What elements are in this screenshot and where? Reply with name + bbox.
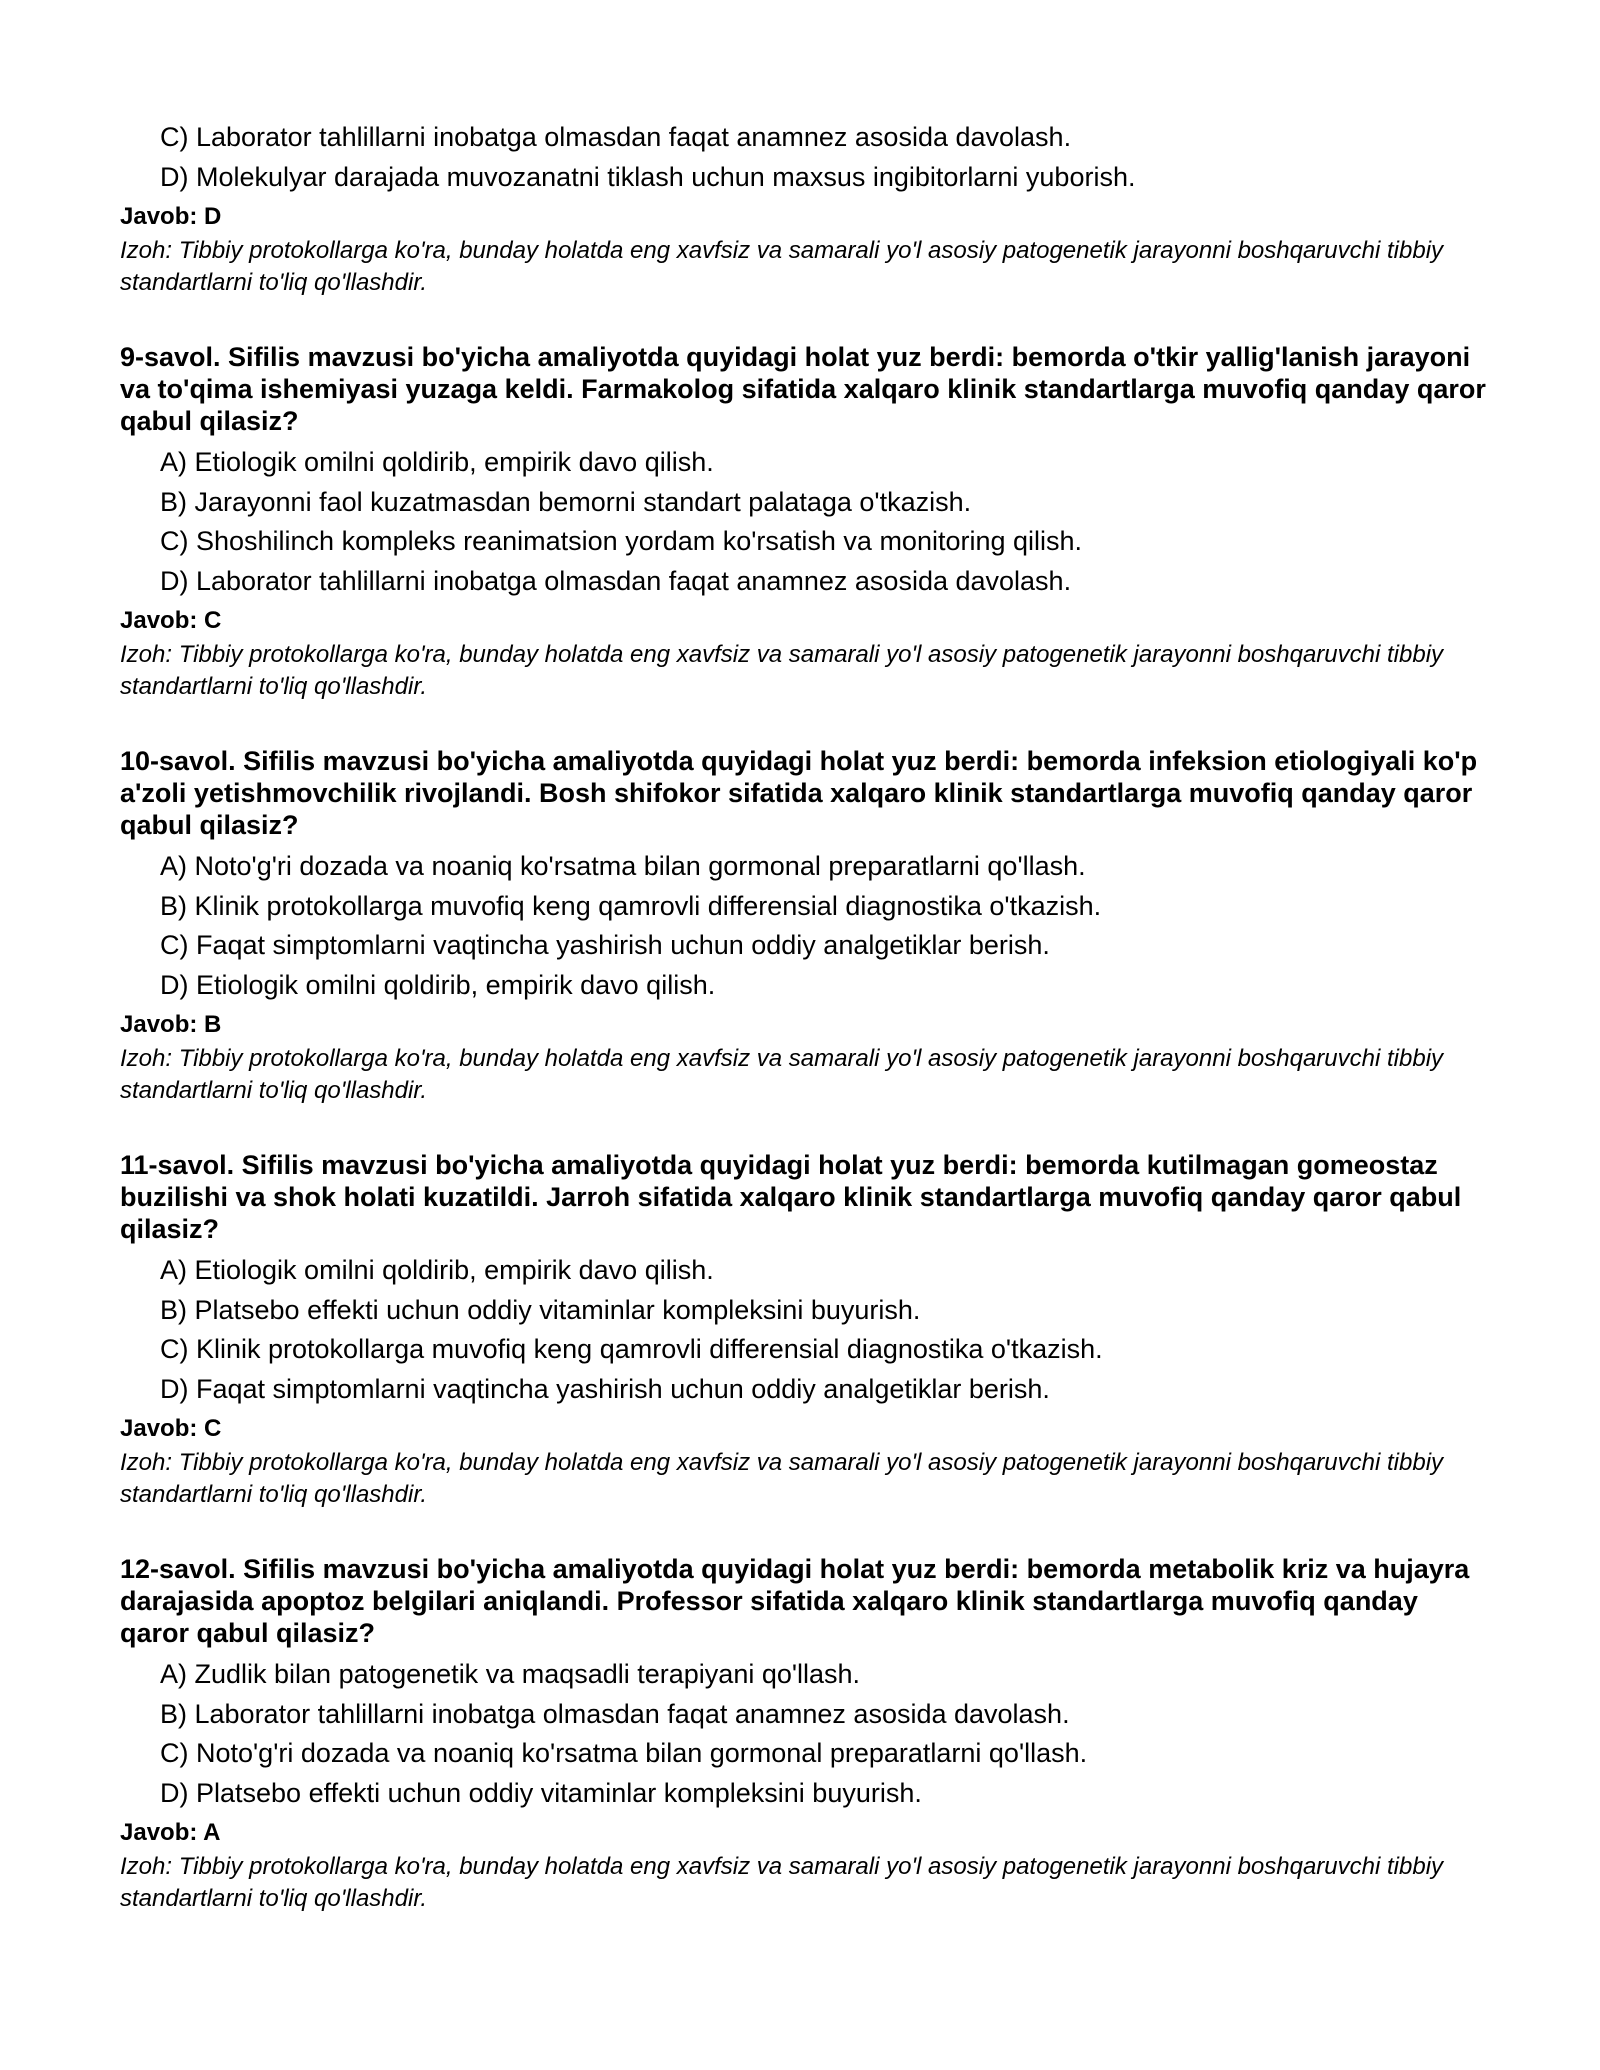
options-list (120, 443, 1490, 601)
answer-label: Javob: D (120, 203, 222, 230)
question-11 (120, 1149, 1490, 1511)
question-text: 12-savol. Sifilis mavzusi bo'yicha amaliyotda quyidagi holat yuz berdi: bemorda metabolik kriz va hujayra darajasida apoptoz belgilari aniqlandi. Professor sifatida xalqaro klinik standartlarga muvofiq qanday qaror qabul qilasiz? (120, 1554, 1470, 1648)
question-8-continued (120, 118, 1490, 299)
option-d: D) Faqat simptomlarni vaqtincha yashirish uchun oddiy analgetiklar berish. (160, 1373, 1050, 1404)
explanation-note: Izoh: Tibbiy protokollarga ko'ra, bunday holatda eng xavfsiz va samarali yo'l asosiy patogenetik jarayonni boshqaruvchi tibbiy standartlarni to'liq qo'llashdir. (120, 1045, 1444, 1104)
option-b: B) Klinik protokollarga muvofiq keng qamrovli differensial diagnostika o'tkazish. (160, 890, 1102, 921)
options-list (120, 1655, 1490, 1813)
question-text: 10-savol. Sifilis mavzusi bo'yicha amaliyotda quyidagi holat yuz berdi: bemorda infeksion etiologiyali ko'p a'zoli yetishmovchilik rivojlandi. Bosh shifokor sifatida xalqaro klinik standartlarga muvofiq qanday qaror qabul qilasiz? (120, 746, 1478, 840)
option-d: D) Molekulyar darajada muvozanatni tiklash uchun maxsus ingibitorlarni yuborish. (160, 161, 1136, 192)
question-9 (120, 341, 1490, 703)
answer-label: Javob: B (120, 1011, 222, 1038)
document-page (120, 118, 1490, 1915)
option-c: C) Klinik protokollarga muvofiq keng qamrovli differensial diagnostika o'tkazish. (160, 1334, 1103, 1364)
option-d: D) Laborator tahlillarni inobatga olmasdan faqat anamnez asosida davolash. (160, 565, 1072, 596)
option-d: D) Etiologik omilni qoldirib, empirik davo qilish. (160, 969, 716, 1000)
answer-label: Javob: A (120, 1819, 221, 1846)
option-b: B) Laborator tahlillarni inobatga olmasdan faqat anamnez asosida davolash. (160, 1698, 1070, 1729)
explanation-note: Izoh: Tibbiy protokollarga ko'ra, bunday holatda eng xavfsiz va samarali yo'l asosiy patogenetik jarayonni boshqaruvchi tibbiy standartlarni to'liq qo'llashdir. (120, 641, 1444, 700)
answer-label: Javob: C (120, 607, 222, 634)
option-c: C) Faqat simptomlarni vaqtincha yashirish uchun oddiy analgetiklar berish. (160, 930, 1050, 960)
answer-label: Javob: C (120, 1415, 222, 1442)
option-c: C) Laborator tahlillarni inobatga olmasdan faqat anamnez asosida davolash. (160, 122, 1072, 152)
option-c: C) Shoshilinch kompleks reanimatsion yordam ko'rsatish va monitoring qilish. (160, 526, 1083, 556)
explanation-note: Izoh: Tibbiy protokollarga ko'ra, bunday holatda eng xavfsiz va samarali yo'l asosiy patogenetik jarayonni boshqaruvchi tibbiy standartlarni to'liq qo'llashdir. (120, 237, 1444, 296)
explanation-note: Izoh: Tibbiy protokollarga ko'ra, bunday holatda eng xavfsiz va samarali yo'l asosiy patogenetik jarayonni boshqaruvchi tibbiy standartlarni to'liq qo'llashdir. (120, 1449, 1444, 1508)
question-text: 9-savol. Sifilis mavzusi bo'yicha amaliyotda quyidagi holat yuz berdi: bemorda o'tkir yallig'lanish jarayoni va to'qima ishemiyasi yuzaga keldi. Farmakolog sifatida xalqaro klinik standartlarga muvofiq qanday qaror qabul qilasiz? (120, 342, 1486, 436)
option-b: B) Jarayonni faol kuzatmasdan bemorni standart palataga o'tkazish. (160, 486, 972, 517)
options-list (120, 847, 1490, 1005)
question-text: 11-savol. Sifilis mavzusi bo'yicha amaliyotda quyidagi holat yuz berdi: bemorda kutilmagan gomeostaz buzilishi va shok holati kuzatildi. Jarroh sifatida xalqaro klinik standartlarga muvofiq qanday qaror qabul qilasiz? (120, 1150, 1462, 1244)
option-a: A) Zudlik bilan patogenetik va maqsadli terapiyani qo'llash. (160, 1659, 861, 1689)
option-a: A) Etiologik omilni qoldirib, empirik davo qilish. (160, 447, 714, 477)
options-list (120, 1251, 1490, 1409)
option-a: A) Noto'g'ri dozada va noaniq ko'rsatma bilan gormonal preparatlarni qo'llash. (160, 851, 1086, 881)
option-d: D) Platsebo effekti uchun oddiy vitaminlar kompleksini buyurish. (160, 1777, 922, 1808)
option-b: B) Platsebo effekti uchun oddiy vitaminlar kompleksini buyurish. (160, 1294, 921, 1325)
options-list (120, 118, 1490, 197)
option-c: C) Noto'g'ri dozada va noaniq ko'rsatma bilan gormonal preparatlarni qo'llash. (160, 1738, 1088, 1768)
question-12 (120, 1553, 1490, 1915)
option-a: A) Etiologik omilni qoldirib, empirik davo qilish. (160, 1255, 714, 1285)
question-10 (120, 745, 1490, 1107)
explanation-note: Izoh: Tibbiy protokollarga ko'ra, bunday holatda eng xavfsiz va samarali yo'l asosiy patogenetik jarayonni boshqaruvchi tibbiy standartlarni to'liq qo'llashdir. (120, 1853, 1444, 1912)
